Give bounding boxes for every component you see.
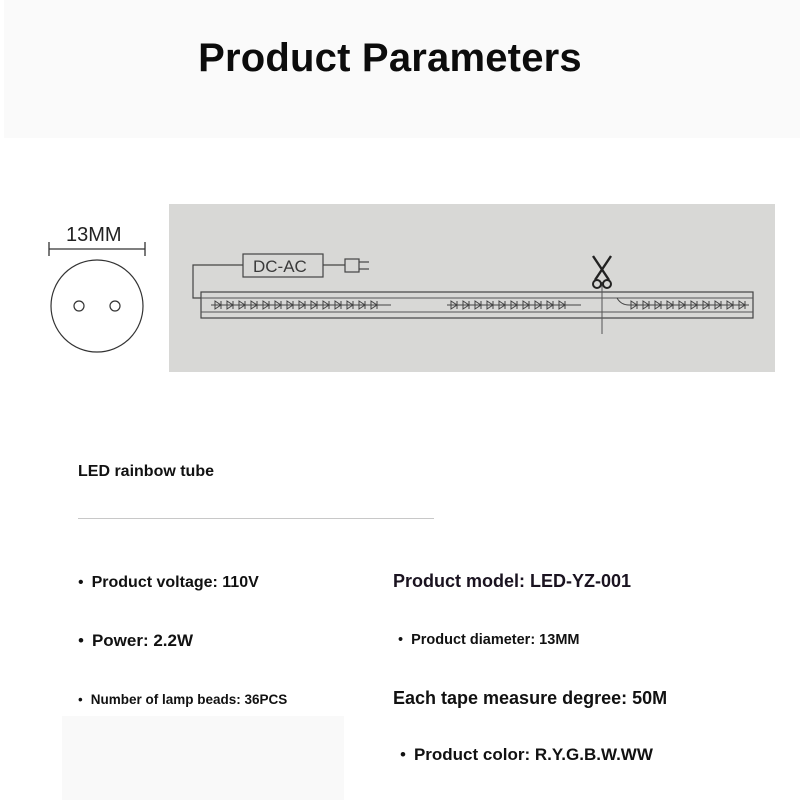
bullet: • [398, 632, 404, 648]
param-lamp-beads-text: Number of lamp beads: 36PCS [90, 692, 288, 707]
bullet: • [78, 692, 83, 707]
product-name: LED rainbow tube [78, 463, 214, 480]
param-lamp-beads [78, 692, 287, 707]
converter-label: DC-AC [253, 257, 307, 276]
wiring-diagram-drawing [169, 204, 775, 372]
wiring-diagram-photo [169, 204, 775, 372]
led-segment-3 [617, 298, 749, 309]
diameter-dimension-label: 13MM [66, 224, 122, 246]
param-color-text: Product color: R.Y.G.B.W.WW [413, 745, 653, 764]
param-tape-length: Each tape measure degree: 50M [393, 688, 668, 708]
plug-icon [345, 259, 359, 272]
led-segment-1 [211, 301, 391, 309]
divider [78, 518, 434, 519]
bullet: • [78, 574, 84, 591]
param-voltage-text: Product voltage: 110V [91, 574, 259, 591]
param-diameter [398, 632, 579, 648]
cross-section-figure [44, 222, 154, 362]
param-diameter-text: Product diameter: 13MM [411, 632, 580, 648]
bullet: • [78, 631, 84, 650]
led-segment-2 [447, 301, 581, 309]
param-power [78, 631, 193, 651]
param-color [400, 745, 653, 765]
page-title: Product Parameters [198, 36, 582, 80]
bullet: • [400, 745, 406, 764]
param-power-text: Power: 2.2W [91, 631, 194, 650]
background-shade [62, 716, 344, 800]
param-model: Product model: LED-YZ-001 [393, 571, 632, 591]
param-voltage [78, 574, 259, 592]
